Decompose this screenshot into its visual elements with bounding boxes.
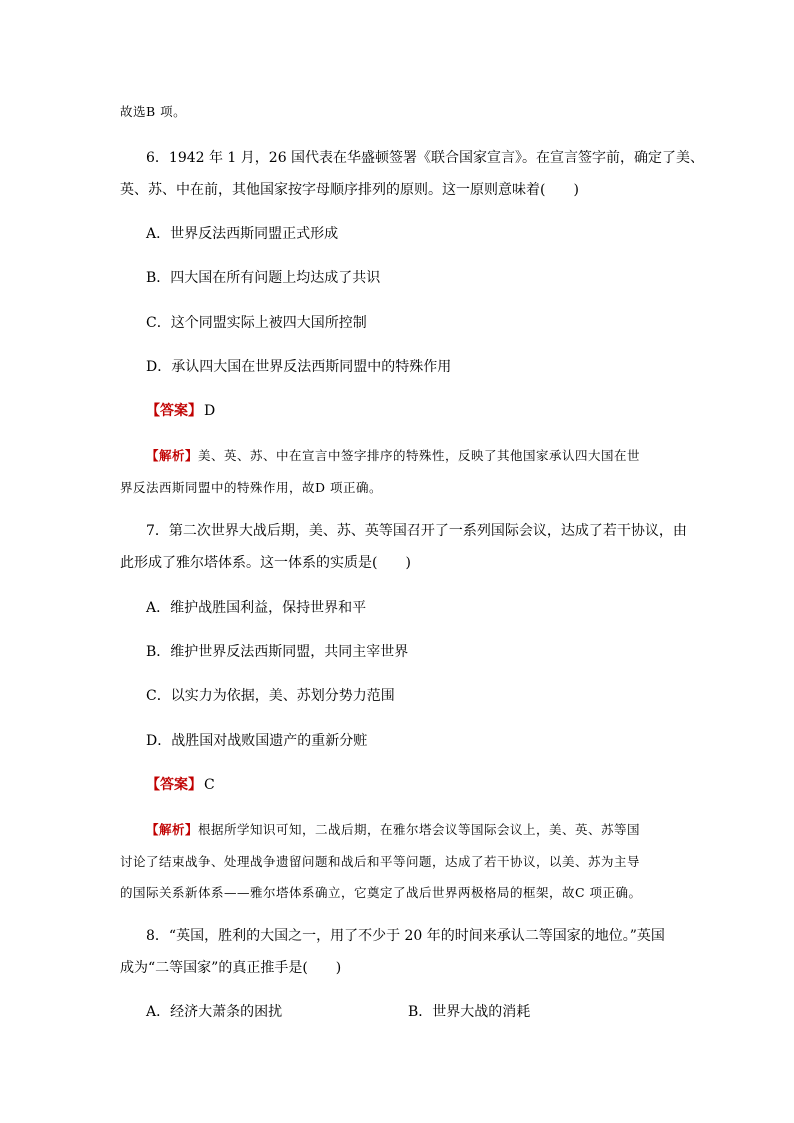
q8-line-1: 8．“英国，胜利的大国之一，用了不少于 20 年的时间来承认二等国家的地位。”英国 xyxy=(146,928,665,944)
q7-analysis-2: 讨论了结束战争、处理战争遗留问题和战后和平等问题，达成了若干协议，以美、苏为主导 xyxy=(120,854,641,869)
answer-value: C xyxy=(204,777,215,793)
analysis-tag: 【解析】 xyxy=(146,822,199,837)
q8-option-a: A．经济大萧条的困扰 xyxy=(146,1004,283,1020)
q7-line-1: 7．第二次世界大战后期，美、苏、英等国召开了一系列国际会议，达成了若干协议，由 xyxy=(146,523,687,539)
q6-line-1: 6．1942 年 1 月，26 国代表在华盛顿签署《联合国家宣言》。在宣言签字前，确定了美、 xyxy=(146,150,705,166)
q6-analysis-2: 界反法西斯同盟中的特殊作用，故D 项正确。 xyxy=(120,480,382,495)
q6-answer xyxy=(146,401,215,421)
q7-line-2: 此形成了雅尔塔体系。这一体系的实质是( ) xyxy=(120,555,411,571)
analysis-tag: 【解析】 xyxy=(146,448,199,463)
q8-line-2: 成为“二等国家”的真正推手是( ) xyxy=(120,960,342,976)
q8-option-b: B．世界大战的消耗 xyxy=(408,1004,531,1020)
analysis-text: 根据所学知识可知，二战后期，在雅尔塔会议等国际会议上，美、英、苏等国 xyxy=(198,822,641,837)
q7-analysis-1 xyxy=(146,820,640,840)
q7-analysis-3: 的国际关系新体系——雅尔塔体系确立，它奠定了战后世界两极格局的框架，故C 项正确。 xyxy=(120,885,642,900)
q7-option-a: A．维护战胜国利益，保持世界和平 xyxy=(146,600,367,616)
answer-value: D xyxy=(204,403,216,419)
q6-option-d: D．承认四大国在世界反法西斯同盟中的特殊作用 xyxy=(146,359,452,375)
q7-option-d: D．战胜国对战败国遗产的重新分赃 xyxy=(146,733,368,749)
q7-answer xyxy=(146,775,215,795)
answer-tag: 【答案】 xyxy=(146,403,202,419)
q6-option-b: B．四大国在所有问题上均达成了共识 xyxy=(146,270,381,286)
q6-option-c: C．这个同盟实际上被四大国所控制 xyxy=(146,315,367,331)
analysis-text: 美、英、苏、中在宣言中签字排序的特殊性，反映了其他国家承认四大国在世 xyxy=(198,448,641,463)
q6-option-a: A．世界反法西斯同盟正式形成 xyxy=(146,226,339,242)
answer-tag: 【答案】 xyxy=(146,777,202,793)
q6-line-2: 英、苏、中在前，其他国家按字母顺序排列的原则。这一原则意味着( ) xyxy=(120,182,579,198)
q7-option-b: B．维护世界反法西斯同盟，共同主宰世界 xyxy=(146,644,409,660)
intro-text: 故选B 项。 xyxy=(120,104,187,119)
q7-option-c: C．以实力为依据，美、苏划分势力范围 xyxy=(146,688,395,704)
q6-analysis-1 xyxy=(146,446,640,466)
